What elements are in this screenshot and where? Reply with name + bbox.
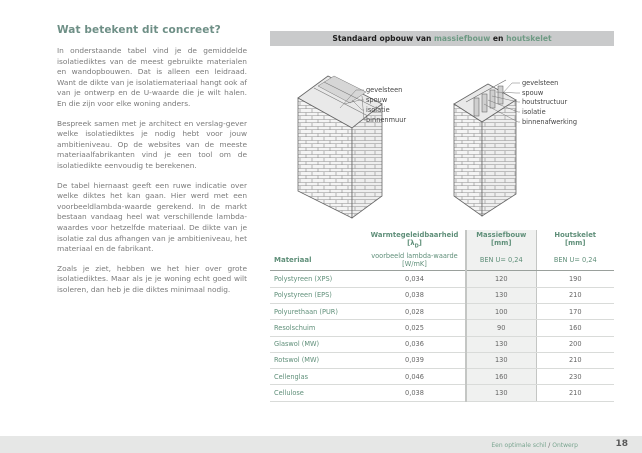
figure-title-and: en: [490, 34, 507, 43]
footer-section: Een optimale schil: [491, 442, 547, 449]
footer-breadcrumb: [491, 442, 578, 449]
cell-massiefbouw: 120: [466, 271, 536, 287]
page-number: 18: [615, 439, 628, 449]
table-row: [270, 336, 614, 352]
header-houtskelet: [536, 230, 614, 250]
cell-massiefbouw: 160: [466, 369, 536, 385]
cell-massiefbouw: 130: [466, 385, 536, 401]
cell-houtskelet: 210: [536, 385, 614, 401]
paragraph: De tabel hiernaast geeft een ruwe indicatie over welke diktes het kan gaan. Hier werd met een voorbeeldlambda-waarde gerekend. In de markt bestaan vandaag heel wat verschillende lambda-waardes voor hetzelfde materiaal. De dikte van je isolatie zal dus afhangen van je ambitieniveau, het materiaal en de fabrikant.: [57, 180, 247, 254]
cell-material: Polyurethaan (PUR): [270, 303, 364, 319]
paragraph: Bespreek samen met je architect en verslag-gever welke isolatiediktes je nodig hebt voor jouw ambitieniveau. Op de websites van de meeste materiaalfabrikanten vind je een tool om de isolatiedikte eenvoudig te berekenen.: [57, 118, 247, 170]
table-header-row: [270, 230, 614, 250]
section-heading: Wat betekent dit concreet?: [57, 24, 221, 36]
paragraph: Zoals je ziet, hebben we het hier over grote isolatiediktes. Maar als je je woning echt goed wilt isoleren, dan heb je die diktes minimaal nodig.: [57, 263, 247, 294]
label-houtstructuur: houtstructuur: [522, 98, 568, 106]
cell-massiefbouw: 130: [466, 287, 536, 303]
table-row: [270, 385, 614, 401]
cell-material: Polystyreen (XPS): [270, 271, 364, 287]
cell-houtskelet: 160: [536, 320, 614, 336]
figure-title: [270, 31, 614, 46]
cell-lambda: 0,036: [364, 336, 466, 352]
figure-title-prefix: Standaard opbouw van: [332, 34, 434, 43]
label-spouw: spouw: [366, 96, 388, 104]
table-row: [270, 369, 614, 385]
insulation-thickness-table: [270, 230, 614, 402]
label-binnenmuur: binnenmuur: [366, 116, 407, 124]
subheader-materiaal: Materiaal: [270, 250, 364, 271]
cell-massiefbouw: 130: [466, 352, 536, 368]
cell-houtskelet: 200: [536, 336, 614, 352]
cell-lambda: 0,025: [364, 320, 466, 336]
cell-lambda: 0,046: [364, 369, 466, 385]
header-col1-unit-open: [λ: [407, 239, 415, 247]
cell-massiefbouw: 130: [466, 336, 536, 352]
cell-lambda: 0,028: [364, 303, 466, 319]
label-isolatie: isolatie: [366, 106, 390, 114]
cell-material: Rotswol (MW): [270, 352, 364, 368]
footer-separator: /: [546, 442, 553, 449]
subheader-hout: BEN U= 0,24: [536, 250, 614, 271]
label-gevelsteen: gevelsteen: [366, 86, 403, 94]
table-row: [270, 271, 614, 287]
header-col2-unit: [mm]: [491, 239, 512, 247]
cell-material: Glaswol (MW): [270, 336, 364, 352]
cell-material: Polystyreen (EPS): [270, 287, 364, 303]
cell-material: Cellenglas: [270, 369, 364, 385]
subheader-massief: BEN U= 0,24: [466, 250, 536, 271]
figure-panel: [270, 31, 614, 224]
footer-subsection: Ontwerp: [552, 442, 578, 449]
header-warmtegeleidbaarheid: [364, 230, 466, 250]
header-col1-unit-close: ]: [418, 239, 422, 247]
cell-massiefbouw: 90: [466, 320, 536, 336]
figure-title-houtskelet: houtskelet: [506, 34, 552, 43]
cell-houtskelet: 210: [536, 287, 614, 303]
header-col2-title: Massiefbouw: [476, 231, 527, 239]
cell-lambda: 0,039: [364, 352, 466, 368]
header-col1-unit: [366, 239, 463, 249]
header-massiefbouw: [466, 230, 536, 250]
cell-houtskelet: 210: [536, 352, 614, 368]
header-col1-unit-sub: D: [414, 243, 419, 250]
cell-lambda: 0,034: [364, 271, 466, 287]
intro-column: [57, 24, 247, 304]
houtskelet-wall: [454, 80, 516, 216]
table-row: [270, 287, 614, 303]
table-row: [270, 352, 614, 368]
cell-material: Cellulose: [270, 385, 364, 401]
wall-illustration-svg: [270, 46, 614, 224]
figure-title-massiefbouw: massiefbouw: [434, 34, 491, 43]
cell-lambda: 0,038: [364, 287, 466, 303]
label-spouw-hsb: spouw: [522, 89, 544, 97]
cell-lambda: 0,038: [364, 385, 466, 401]
subheader-lambda: voorbeeld lambda-waarde [W/mK]: [364, 250, 466, 271]
wall-illustrations: [270, 46, 614, 224]
label-isolatie-hsb: isolatie: [522, 108, 546, 116]
table-row: [270, 303, 614, 319]
paragraph: In onderstaande tabel vind je de gemiddelde isolatiediktes van de meest gebruikte materialen en wandopbouwen. Dat is alleen een leidraad. Want de dikte van je isolatiemateriaal hangt ook af van je ontwerp en de U-waarde die je wilt halen. En die zijn voor elke woning anders.: [57, 46, 247, 108]
cell-massiefbouw: 100: [466, 303, 536, 319]
header-col3-title: Houtskelet: [554, 231, 597, 239]
table-row: [270, 320, 614, 336]
cell-houtskelet: 230: [536, 369, 614, 385]
cell-houtskelet: 170: [536, 303, 614, 319]
cell-houtskelet: 190: [536, 271, 614, 287]
header-empty: [270, 230, 364, 250]
label-binnenafwerking: binnenafwerking: [522, 118, 578, 126]
header-col1-title: Warmtegeleidbaarheid: [370, 231, 459, 239]
cell-material: Resolschuim: [270, 320, 364, 336]
label-gevelsteen-hsb: gevelsteen: [522, 79, 559, 87]
table-subheader-row: [270, 250, 614, 271]
header-col3-unit: [mm]: [565, 239, 586, 247]
